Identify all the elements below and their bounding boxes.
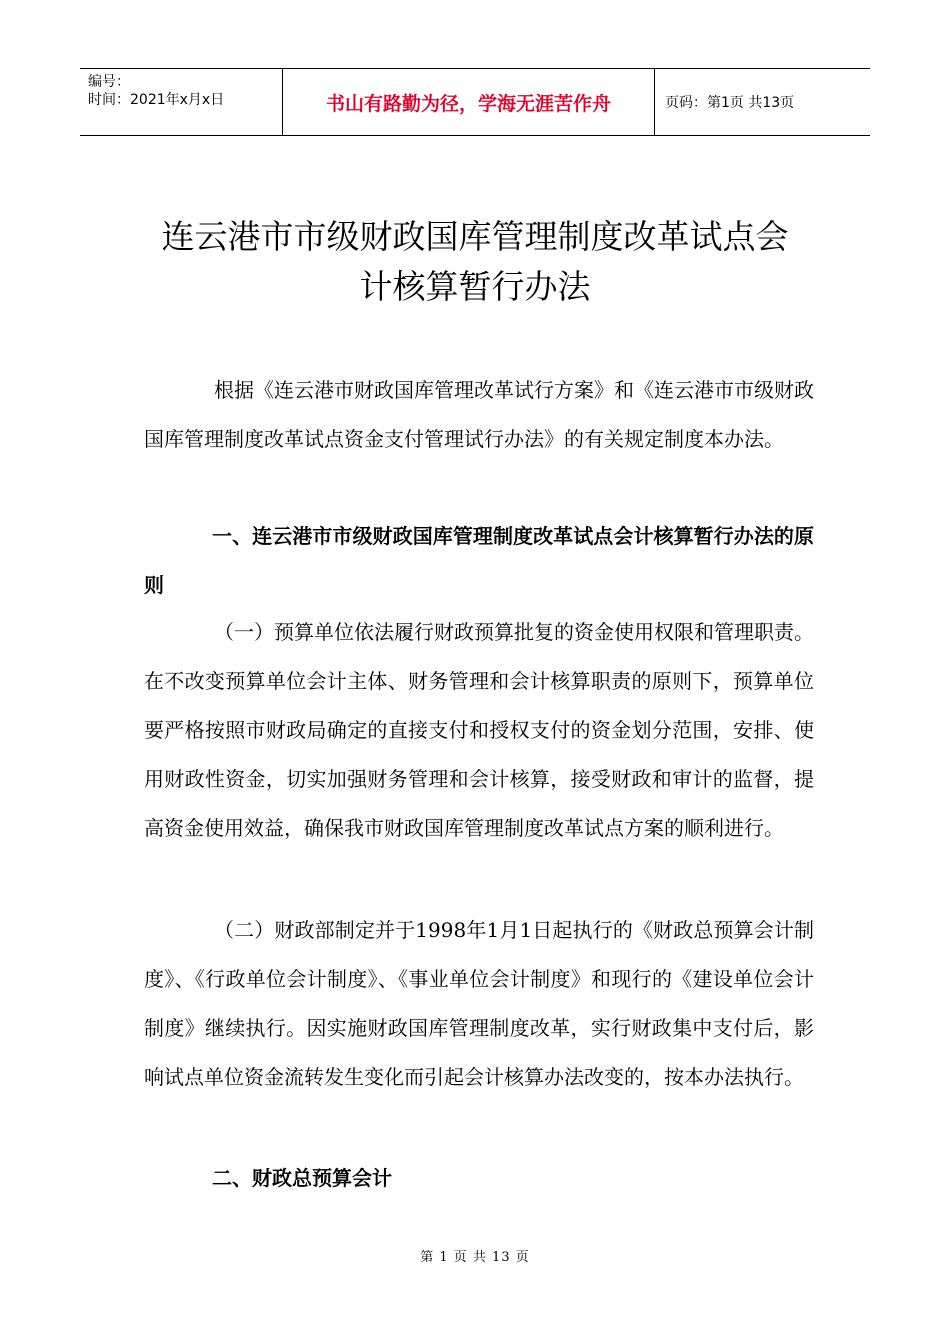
intro-paragraph: 根据《连云港市财政国库管理改革试行方案》和《连云港市市级财政国库管理制度改革试点资金支付管理试行办法》的有关规定制度本办法。: [144, 378, 814, 451]
header-meta: [80, 69, 282, 135]
title-line-2: 计核算暂行办法: [359, 267, 591, 306]
item-1-paragraph: （一）预算单位依法履行财政预算批复的资金使用权限和管理职责。在不改变预算单位会计主体、财务管理和会计核算职责的原则下，预算单位要严格按照市财政局确定的直接支付和授权支付的资金划分范围，安排、使用财政性资金，切实加强财务管理和会计核算，接受财政和审计的监督，提高资金使用效益，确保我市财政国库管理制度改革试点方案的顺利进行。: [144, 620, 814, 840]
document-number-label: 编号：: [88, 74, 130, 90]
section-1-heading: 一、连云港市市级财政国库管理制度改革试点会计核算暂行办法的原则: [144, 524, 814, 597]
title-line-1: 连云港市市级财政国库管理制度改革试点会: [161, 217, 789, 256]
document-time-label: 时间：2021年x月x日: [88, 92, 225, 108]
header-motto: 书山有路勤为径，学海无涯苦作舟: [282, 69, 655, 135]
item-2-paragraph: （二）财政部制定并于1998年1月1日起执行的《财政总预算会计制度》、《行政单位会计制度》、《事业单位会计制度》和现行的《建设单位会计制度》继续执行。因实施财政国库管理制度改革，实行财政集中支付后，影响试点单位资金流转发生变化而引起会计核算办法改变的，按本办法执行。: [144, 918, 814, 1089]
page-footer: 第 1 页 共 13 页: [420, 1250, 530, 1265]
header-page-info: 页码：第1页 共13页: [665, 95, 795, 111]
section-2-heading: 二、财政总预算会计: [212, 1166, 392, 1190]
document-header: [80, 68, 870, 136]
document-title: [100, 212, 850, 312]
